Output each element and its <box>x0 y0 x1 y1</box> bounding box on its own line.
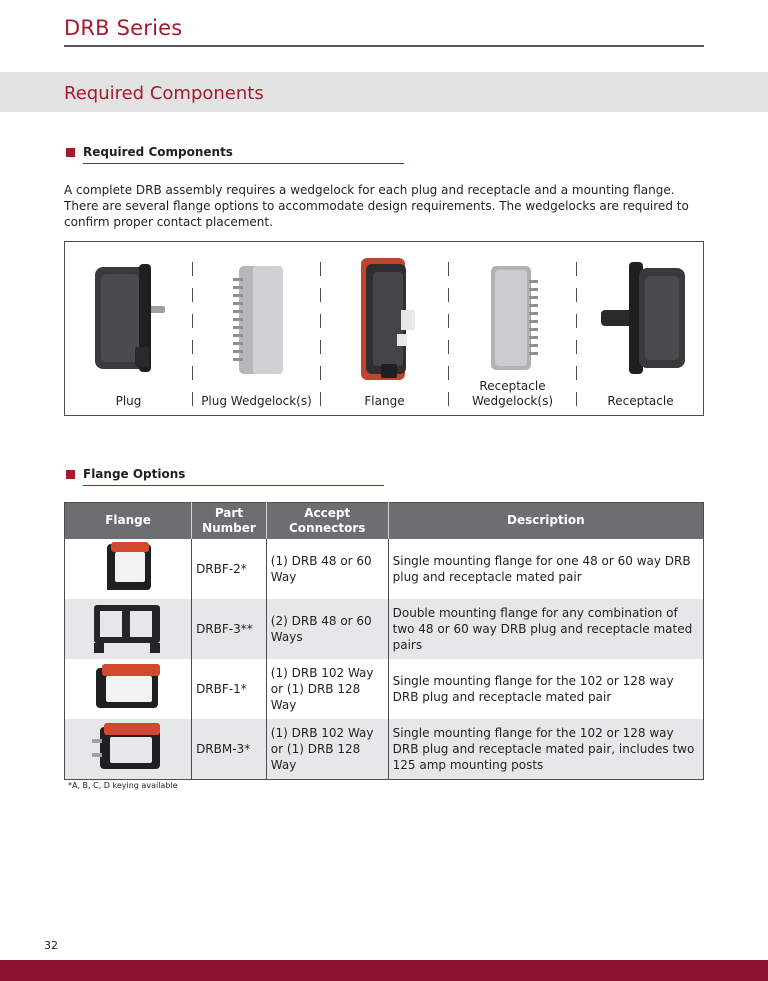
component-receptacle <box>577 242 704 415</box>
section-rule <box>83 485 384 486</box>
components-panel <box>64 241 704 416</box>
description: Double mounting flange for any combination of two 48 or 60 way DRB plug and receptacle mated pairs <box>388 599 703 659</box>
component-receptacle-wedgelock <box>449 242 576 415</box>
part-number: DRBF-2* <box>192 539 267 599</box>
footnote: *A, B, C, D keying available <box>68 781 178 790</box>
table-header-row <box>65 503 704 539</box>
component-label: Receptacle Wedgelock(s) <box>472 379 553 408</box>
section-label: Required Components <box>83 145 233 159</box>
component-plug <box>65 242 192 415</box>
column-header: Part Number <box>192 503 267 539</box>
part-number: DRBM-3* <box>192 719 267 780</box>
flange-image-cell <box>65 659 192 719</box>
section-label: Flange Options <box>83 467 186 481</box>
flange-options-table <box>64 502 704 780</box>
header-rule <box>64 45 704 47</box>
series-title: DRB Series <box>64 16 183 40</box>
component-flange <box>321 242 448 415</box>
description: Single mounting flange for the 102 or 128 way DRB plug and receptacle mated pair, includes two 125 amp mounting posts <box>388 719 703 780</box>
accept-connectors: (2) DRB 48 or 60 Ways <box>266 599 388 659</box>
required-components-heading <box>66 145 233 159</box>
table-row <box>65 599 704 659</box>
flange-with-posts-image <box>88 719 168 775</box>
flange-options-heading <box>66 467 185 481</box>
single-flange-image <box>91 540 165 594</box>
page-title: Required Components <box>64 83 264 104</box>
column-header: Accept Connectors <box>266 503 388 539</box>
receptacle-wedgelock-image <box>449 252 576 382</box>
part-number: DRBF-3** <box>192 599 267 659</box>
page-number: 32 <box>44 939 58 952</box>
column-header: Flange <box>65 503 192 539</box>
component-label: Receptacle <box>607 394 674 408</box>
accept-connectors: (1) DRB 102 Way or (1) DRB 128 Way <box>266 659 388 719</box>
accept-connectors: (1) DRB 102 Way or (1) DRB 128 Way <box>266 719 388 780</box>
flange-image-cell <box>65 719 192 780</box>
component-label: Flange <box>364 394 405 408</box>
component-label: Plug <box>115 394 142 408</box>
table-row <box>65 539 704 599</box>
component-label: Plug Wedgelock(s) <box>201 394 312 408</box>
large-flange-image <box>88 660 168 714</box>
plug-image <box>65 252 192 382</box>
flange-image-cell <box>65 599 192 659</box>
plug-wedgelock-image <box>193 252 320 382</box>
table-row <box>65 719 704 780</box>
accept-connectors: (1) DRB 48 or 60 Way <box>266 539 388 599</box>
description: Single mounting flange for one 48 or 60 way DRB plug and receptacle mated pair <box>392 553 691 584</box>
footer-bar <box>0 960 768 981</box>
part-number: DRBF-1* <box>192 659 267 719</box>
double-flange-image <box>88 599 168 655</box>
description: Single mounting flange for the 102 or 128 way DRB plug and receptacle mated pair <box>392 673 674 704</box>
intro-paragraph: A complete DRB assembly requires a wedgelock for each plug and receptacle and a mounting flange. There are several flange options to accommodate design requirements. The wedgelocks are required to confirm proper contact placement. <box>64 183 689 229</box>
column-header: Description <box>388 503 703 539</box>
section-rule <box>83 163 404 164</box>
component-plug-wedgelock <box>193 242 320 415</box>
table-row <box>65 659 704 719</box>
flange-image-cell <box>65 539 192 599</box>
receptacle-image <box>577 252 704 382</box>
square-bullet-icon <box>66 148 75 157</box>
square-bullet-icon <box>66 470 75 479</box>
flange-image <box>321 252 448 382</box>
